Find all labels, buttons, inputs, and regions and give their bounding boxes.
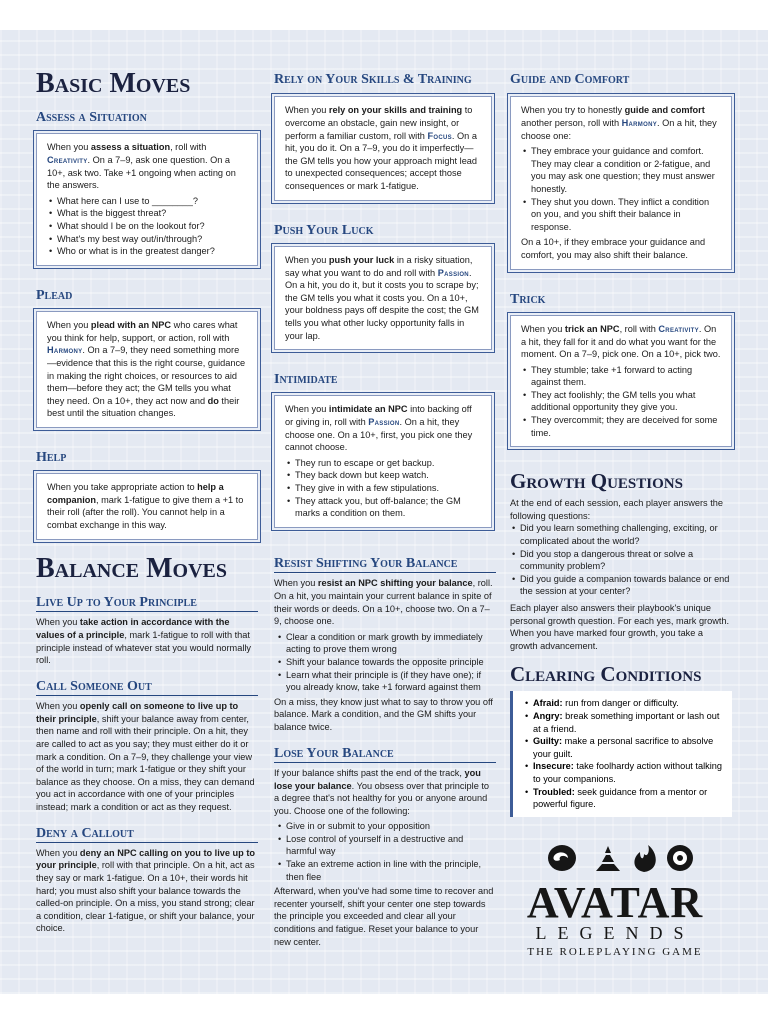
- list-item: • Clear a condition or mark growth by immediately acting to prove them wrong: [286, 631, 496, 656]
- rely-box: [274, 96, 492, 200]
- list-item: • Take an extreme action in line with the principle, then flee: [286, 858, 496, 883]
- text: When you: [36, 617, 80, 628]
- text: When you: [36, 701, 80, 712]
- assess-questions: [47, 195, 247, 258]
- list-item: [533, 710, 722, 735]
- list-item: • Learn what their principle is (if they have one); if you already know, take +1 forward against them: [286, 669, 496, 694]
- text: . On a hit, you do it, but it costs you to scrape by; the GM tells you what it costs you. On a 10+, your boldness pays off despite the cost; the GM tells you what other lucky opportunity falls in your lap.: [285, 267, 479, 341]
- condition-name: Angry:: [533, 710, 563, 721]
- text: another person, roll with: [521, 117, 622, 128]
- text: , roll with: [619, 323, 659, 334]
- text: . On a 7–9, they need something more—evidence that this is the right course, guidance in making the right choices, or resources to aid them—before they act; the GM tells you what they need. On a 10+, they act now and: [47, 345, 246, 406]
- text: . You obsess over that principle to a degree that's not healthy for you or anyone around you. Choose one of the following:: [274, 780, 490, 816]
- clearing-box: [510, 691, 732, 816]
- list-item: • Who or what is in the greatest danger?: [57, 245, 247, 258]
- text: , roll with: [170, 142, 207, 153]
- logo-tagline: THE ROLEPLAYING GAME: [527, 946, 703, 958]
- growth-intro: At the end of each session, each player answers the following questions:: [510, 498, 723, 521]
- list-item: • What should I be on the lookout for?: [57, 220, 247, 233]
- plead-box: [36, 311, 258, 428]
- trick-options: [521, 364, 721, 440]
- text: On a 10+, if they embrace your guidance and comfort, you may also shift their balance.: [521, 237, 706, 260]
- text: , roll. On a hit, you maintain your current balance in spite of their words or deeds. On a 10+, choose two. On a 7–9, choose one.: [274, 578, 493, 627]
- text: When you: [274, 578, 318, 589]
- list-item: • They act foolishly; the GM tells you what additional opportunity they give you.: [531, 389, 721, 414]
- text: If your balance shifts past the end of the track,: [274, 767, 465, 778]
- stat-name: Passion: [437, 267, 469, 278]
- trick-box: [510, 315, 732, 447]
- text: . On a 7–9, ask one question. On a 10+, ask two. Take +1 ongoing when acting on the answers.: [47, 154, 236, 191]
- text: , mark 1-fatigue to give them a +1 to their roll (after the roll). You cannot help in a combat exchange in this way.: [47, 494, 244, 531]
- stat-name: Creativity: [658, 323, 699, 334]
- list-item: • They give in with a few stipulations.: [295, 482, 481, 495]
- bold-text: help a companion: [47, 482, 224, 505]
- live-title: Live Up to Your Principle: [36, 595, 258, 612]
- text: make a personal sacrifice to absolve your guilt.: [533, 736, 714, 759]
- bold-text: you lose your balance: [274, 767, 481, 791]
- text: When you: [285, 254, 329, 265]
- list-item: • They shut you down. They inflict a condition on you, and you shift their balance in response.: [531, 196, 721, 234]
- stat-name: Harmony: [621, 117, 658, 128]
- list-item: • They back down but keep watch.: [295, 469, 481, 482]
- basic-moves-right: [510, 72, 732, 817]
- text: , mark 1-fatigue to roll with that principle instead of whatever stat you would normally roll.: [36, 629, 251, 666]
- bold-text: resist an NPC shifting your balance: [317, 578, 473, 589]
- list-item: • Lose control of yourself in a destructive and harmful way: [286, 833, 496, 858]
- lose-options: [274, 820, 496, 883]
- list-item: • What here can I use to ________?: [57, 195, 247, 208]
- list-item: • They embrace your guidance and comfort. They may clear a condition or 2-fatigue, and you may ask one question; they must answer honestly.: [531, 145, 721, 195]
- text: . On a hit, you do it. On a 7–9, you do it imperfectly— the GM tells you how your approach might lead to unexpected consequences; accept those consequences or mark 1-fatigue.: [285, 130, 478, 191]
- list-item: • Did you stop a dangerous threat or solve a community problem?: [520, 548, 732, 573]
- assess-title: Assess a Situation: [36, 110, 147, 125]
- rely-title: Rely on Your Skills & Training: [274, 72, 472, 87]
- element-symbols-icon: [510, 840, 720, 876]
- bold-text: intimidate an NPC: [328, 404, 408, 415]
- logo-subtitle: LEGENDS: [535, 923, 695, 943]
- text: take foolhardy action without talking to your companions.: [533, 761, 722, 784]
- text: break something important or lash out at a friend.: [533, 710, 720, 734]
- list-item: • They stumble; take +1 forward to acting against them.: [531, 364, 721, 389]
- text: When you: [521, 323, 565, 334]
- live-text: [36, 616, 258, 666]
- guide-box: [510, 96, 732, 269]
- call-text: [36, 700, 258, 813]
- list-item: [533, 735, 722, 760]
- list-item: • They attack you, but off-balance; the GM marks a condition on them.: [295, 495, 481, 520]
- help-title: Help: [36, 449, 67, 465]
- deny-title: Deny a Callout: [36, 826, 258, 843]
- stat-name: Creativity: [47, 154, 88, 165]
- list-item: • Shift your balance towards the opposite principle: [286, 656, 496, 669]
- balance-moves-middle: [274, 556, 496, 948]
- text: On a miss, they know just what to say to throw you off balance. Mark a condition, and the GM shifts your balance twice.: [274, 696, 493, 732]
- stat-name: Focus: [427, 130, 452, 141]
- bold-text: assess a situation: [90, 142, 171, 153]
- call-title: Call Someone Out: [36, 679, 258, 696]
- push-box: [274, 246, 492, 350]
- clearing-title: Clearing Conditions: [510, 662, 702, 687]
- text: When you try to honestly: [521, 105, 625, 116]
- list-item: • Did you learn something challenging, exciting, or complicated about the world?: [520, 522, 732, 547]
- condition-name: Guilty:: [533, 736, 563, 747]
- bold-text: openly call on someone to live up to their principle: [36, 701, 239, 724]
- text: When you: [285, 404, 329, 415]
- intimidate-options: [285, 457, 481, 520]
- deny-text: [36, 847, 258, 935]
- avatar-logo: [510, 840, 720, 958]
- text: , roll with that principle. On a hit, act as they say or mark 1-fatigue. On a 10+, their words hit hard; you must also shift your balance towards the called-on principle. On a miss, you stand strong; clear a condition, clear 1-fatigue, or shift your balance, your choice.: [36, 860, 255, 934]
- reference-sheet: [0, 30, 768, 994]
- bold-text: do: [207, 395, 219, 406]
- text: in a risky situation, say what you want to do and roll with: [285, 254, 473, 278]
- bold-text: deny an NPC calling on you to live up to your principle: [36, 847, 256, 871]
- bold-text: push your luck: [328, 254, 395, 265]
- text: When you: [36, 847, 80, 858]
- list-item: [533, 786, 722, 811]
- list-item: [533, 697, 722, 710]
- text: their best until the situation changes.: [47, 395, 240, 419]
- clearing-section: [510, 664, 732, 816]
- guide-title: Guide and Comfort: [510, 72, 630, 87]
- text: to overcome an obstacle, gain new insight, or perform a familiar custom, roll with: [285, 105, 473, 141]
- basic-moves-title: Basic Moves: [36, 68, 191, 99]
- text: into backing off or giving in, roll with: [285, 404, 472, 428]
- text: When you: [47, 142, 91, 153]
- push-title: Push Your Luck: [274, 222, 374, 238]
- bold-text: rely on your skills and training: [328, 105, 463, 116]
- trick-title: Trick: [510, 291, 546, 307]
- list-item: • Give in or submit to your opposition: [286, 820, 496, 833]
- resist-text: [274, 577, 496, 733]
- text: seek guidance from a mentor or powerful figure.: [533, 786, 708, 810]
- condition-name: Afraid:: [533, 698, 563, 709]
- growth-questions: [510, 522, 732, 598]
- condition-name: Insecure:: [533, 761, 574, 772]
- resist-title: Resist Shifting Your Balance: [274, 556, 496, 573]
- text: , shift your balance away from center, then name and roll with their principle. On a hit, they are called to act as you say; they must either do it or mark a condition. On a 7–9, they challenge your view of the world in turn; mark 1-fatigue or they shift your balance as they choose. On a miss, they can demand you act in accordance with one of your principles instead; mark a condition or act as they request.: [36, 713, 255, 812]
- text: When you: [47, 320, 91, 331]
- text: When you: [285, 105, 329, 116]
- bold-text: guide and comfort: [624, 105, 705, 116]
- resist-options: [274, 631, 496, 694]
- text: . On a hit, they fall for it and do what you want for the moment. On a 7–9, pick one. On a 10+, pick two.: [521, 323, 721, 360]
- balance-moves-left: [36, 555, 258, 935]
- bold-text: trick an NPC: [564, 323, 620, 334]
- growth-title: Growth Questions: [510, 469, 683, 494]
- list-item: • They overcommit; they are deceived for some time.: [531, 414, 721, 439]
- bold-text: take action in accordance with the values of a principle: [36, 617, 230, 640]
- assess-box: [36, 133, 258, 265]
- plead-title: Plead: [36, 287, 73, 303]
- list-item: • What's my best way out/in/through?: [57, 233, 247, 246]
- basic-moves-middle: [274, 72, 492, 528]
- stat-name: Harmony: [47, 345, 83, 356]
- text: who cares what you think for help, support, or action, roll with: [47, 320, 238, 343]
- intimidate-title: Intimidate: [274, 372, 338, 388]
- bold-text: plead with an NPC: [90, 320, 172, 331]
- text: Afterward, when you've had some time to recover and recenter yourself, shift your center one step towards the principle you exceeded and clear all your conditions and fatigue. Reset your balance to your new center.: [274, 886, 494, 947]
- lose-text: [274, 767, 496, 948]
- text: When you take appropriate action to: [47, 482, 198, 493]
- growth-outro: Each player also answers their playbook's unique personal growth question. For each yes, mark growth. When you have marked four growth, you take a growth advancement.: [510, 603, 730, 651]
- growth-section: [510, 471, 732, 652]
- condition-name: Troubled:: [533, 786, 575, 797]
- list-item: [533, 760, 722, 785]
- balance-moves-title: Balance Moves: [36, 553, 228, 584]
- text: . On a hit, they choose one. On a 10+, first, you pick one they cannot choose.: [285, 417, 473, 453]
- stat-name: Passion: [368, 417, 400, 428]
- list-item: • They run to escape or get backup.: [295, 457, 481, 470]
- intimidate-box: [274, 395, 492, 527]
- list-item: • What is the biggest threat?: [57, 207, 247, 220]
- text: . On a hit, they choose one:: [521, 117, 717, 141]
- list-item: • Did you guide a companion towards balance or end the session at your center?: [520, 573, 732, 598]
- logo-title: AVATAR: [526, 878, 704, 927]
- help-box: [36, 473, 258, 539]
- text: run from danger or difficulty.: [562, 698, 679, 709]
- lose-title: Lose Your Balance: [274, 746, 496, 763]
- clearing-list: [523, 697, 722, 810]
- guide-options: [521, 145, 721, 233]
- basic-moves-left: [36, 70, 258, 540]
